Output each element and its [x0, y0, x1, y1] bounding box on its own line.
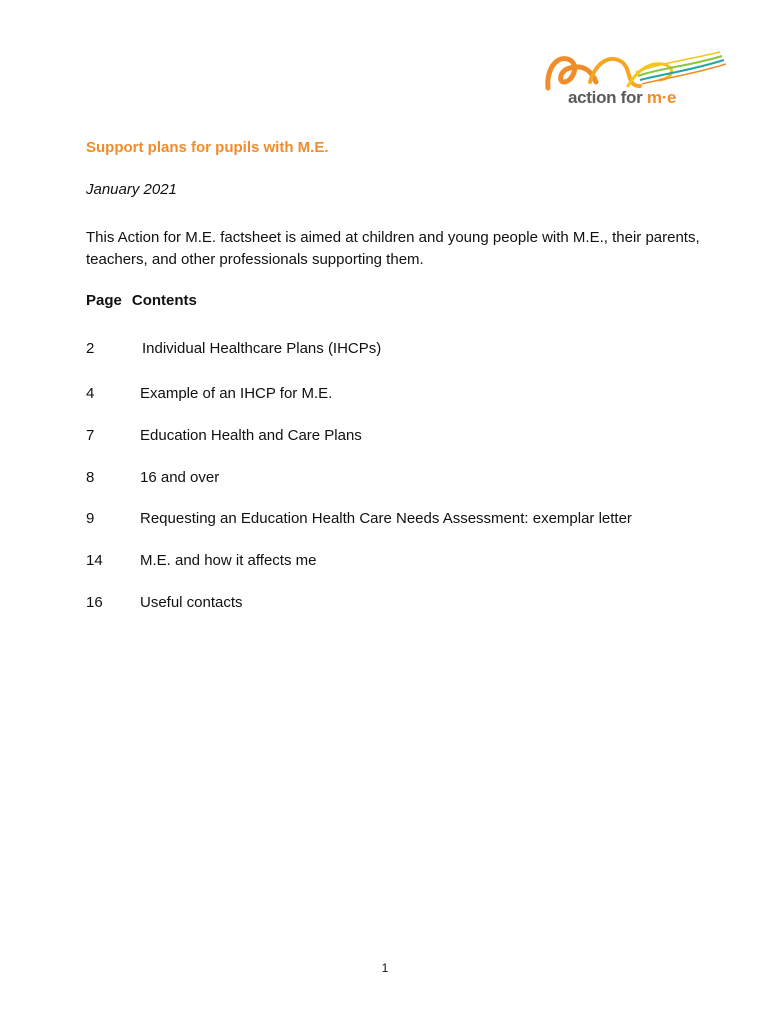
- toc-row-assessment-letter: [86, 510, 632, 527]
- toc-row-ehcp: [86, 427, 362, 444]
- document-date: January 2021: [86, 181, 177, 198]
- toc-row-16-and-over: [86, 469, 219, 486]
- intro-paragraph: This Action for M.E. factsheet is aimed at children and young people with M.E., their parents, teachers, and other professionals supporting them.: [86, 229, 700, 268]
- toc-entry-title: M.E. and how it affects me: [140, 552, 317, 569]
- logo-text: [568, 88, 676, 108]
- toc-entry-title: Example of an IHCP for M.E.: [140, 385, 333, 402]
- toc-page-number: 7: [86, 427, 95, 444]
- toc-header-contents: Contents: [131, 292, 197, 309]
- toc-entry-title: Individual Healthcare Plans (IHCPs): [142, 340, 382, 357]
- toc-row-useful-contacts: [86, 594, 243, 611]
- toc-row-me-affects-me: [86, 552, 316, 569]
- toc-row-ihcp: [86, 340, 381, 357]
- toc-entry-title: Requesting an Education Health Care Needs Assessment: exemplar letter: [140, 510, 632, 527]
- toc-header: [86, 292, 197, 309]
- toc-page-number: 4: [86, 385, 95, 402]
- toc-page-number: 14: [86, 552, 103, 569]
- toc-entry-title: Education Health and Care Plans: [140, 427, 362, 444]
- toc-page-number: 9: [86, 510, 95, 527]
- logo-text-brand: m·e: [646, 88, 677, 107]
- action-for-me-logo: [540, 42, 728, 116]
- toc-entry-title: 16 and over: [140, 469, 220, 486]
- page-number: 1: [381, 961, 389, 975]
- toc-page-number: 8: [86, 469, 95, 486]
- toc-page-number: 2: [86, 340, 95, 357]
- logo-text-prefix: action for: [568, 88, 647, 107]
- toc-header-page: Page: [86, 292, 122, 309]
- toc-row-example-ihcp: [86, 385, 332, 402]
- toc-page-number: 16: [86, 594, 103, 611]
- toc-entry-title: Useful contacts: [140, 594, 243, 611]
- document-title: Support plans for pupils with M.E.: [86, 139, 329, 156]
